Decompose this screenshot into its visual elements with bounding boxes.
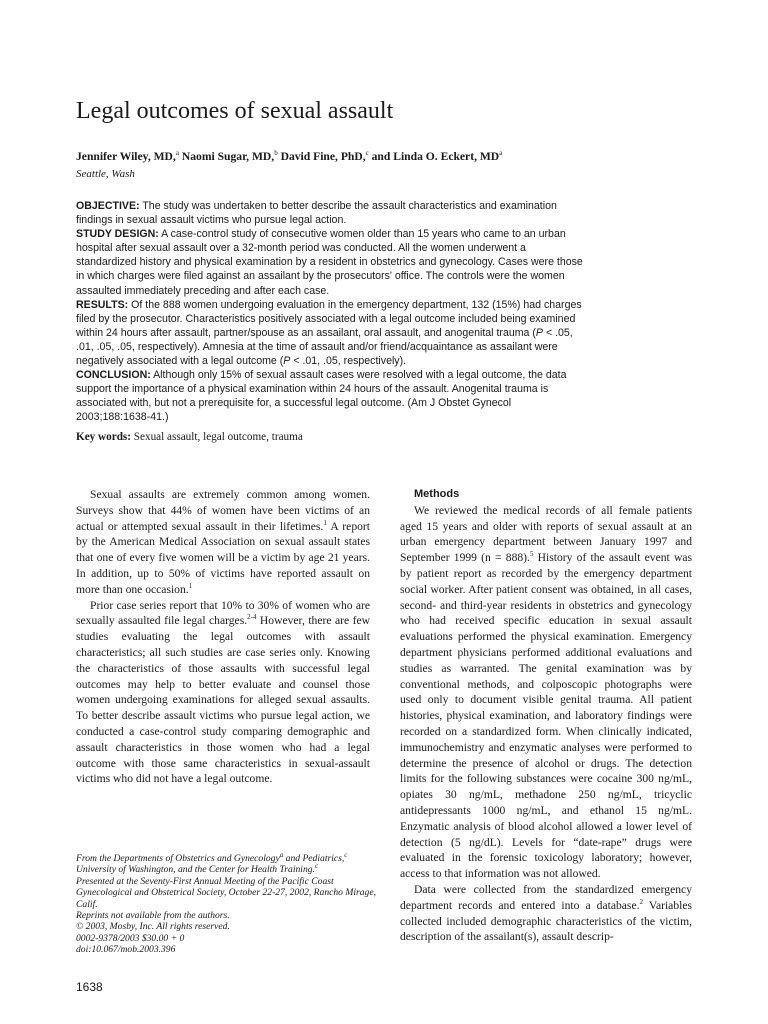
citation-ref: 1 [323, 518, 327, 527]
abstract-results-label: RESULTS: [76, 298, 129, 311]
author-name: David Fine, PhD, [277, 150, 366, 163]
citation-ref: 5 [529, 550, 534, 559]
footnote-text: and Pediatrics, [283, 853, 345, 864]
author-name: Jennifer Wiley, MD, [76, 150, 176, 163]
article-footnotes [76, 850, 377, 956]
affiliation-mark: c [314, 862, 319, 871]
body-paragraph [76, 598, 370, 788]
abstract-study-design-label: STUDY DESIGN: [76, 228, 159, 241]
citation-ref: 2 [639, 897, 643, 906]
body-paragraph [400, 503, 692, 882]
abstract-results [76, 298, 584, 368]
body-text: Prior case series report that 10% to 30% of women who are sexually assaulted file legal charges. [76, 598, 370, 628]
author-affiliation-mark: c [365, 149, 369, 158]
body-text: Variables collected included demographic characteristics of the victim, description of the assailant(s), assault descrip- [400, 898, 692, 944]
author-affiliation-mark: a [499, 149, 503, 158]
abstract-conclusion-text: Although only 15% of sexual assault cases were resolved with a legal outcome, the data support the importance of a physical examination within 24 hours of the assault. Anogenital trauma is associated with, but not a prerequisite for, a successful legal outcome. (Am J Obstet Gynecol 2003;188:1638-41.) [76, 369, 567, 424]
footnote-text: From the Departments of Obstetrics and Gynecology [76, 853, 280, 864]
footnote-affiliations [76, 850, 376, 876]
body-column-right [400, 487, 692, 945]
article-title: Legal outcomes of sexual assault [76, 98, 394, 124]
footnote-issn: 0002-9378/2003 $30.00 + 0 [76, 932, 185, 944]
footnote-reprints: Reprints not available from the authors. [76, 910, 230, 922]
body-text: Sexual assaults are extremely common among women. Surveys show that 44% of women have been victims of an actual or attempted sexual assault in their lifetimes. [76, 488, 370, 533]
body-paragraph [400, 882, 692, 945]
abstract-study-design-text: A case-control study of consecutive women older than 15 years who came to an urban hospital after sexual assault over a 32-month period was conducted. All the women underwent a standardized history and physical examination by a resident in obstetrics and gynecology. Cases were those in which charges were filed against an assailant by the prosecutors' office. The controls were the women assaulted immediately preceding and after each case. [76, 228, 583, 297]
author-location: Seattle, Wash [76, 168, 135, 180]
abstract-conclusion-label: CONCLUSION: [76, 369, 151, 382]
affiliation-mark: c [344, 850, 348, 859]
footnote-text: University of Washington, and the Center for Health Training. [76, 864, 315, 876]
body-text: However, there are few studies evaluating the legal outcomes with assault characteristics; all such studies are case series only. Knowing the characteristics of those assaults with successful legal outcomes may help to better evaluate and counsel those women undergoing examinations for alleged sexual assaults. To better describe assault victims who pursue legal action, we conducted a case-control study comparing demographic and assault characteristics in those women who had a legal outcome with those same characteristics in sexual-assault victims who did not have a legal outcome. [76, 614, 370, 786]
keywords [76, 431, 676, 443]
body-text: History of the assault event was by patient report as recorded by the emergency department social worker. After patient consent was obtained, in all cases, second- and third-year residents in obstetrics and gynecology who had received specific education in sexual assault evaluations performed the physical examination. Emergency department physicians performed additional evaluations and studies as warranted. The genital examination was by conventional methods, and colposcopic photographs were used only to document visible genital trauma. All patient histories, physical examination, and laboratory findings were recorded on a standardized form. When clinically indicated, immunochemistry and enzymatic analyses were performed to determine the presence of alcohol or drugs. The detection limits for the following substances were cocaine 300 ng/mL, opiates 30 ng/mL, methadone 250 ng/mL, tricyclic antidepressants 1000 ng/mL, and ethanol 15 ng/mL. Enzymatic analysis of blood alcohol allowed a lower level of detection (5 ng/dL). Levels for “date-rape” drugs were evaluated in the forensic toxicology laboratory; however, access to that information was not allowed. [400, 551, 692, 881]
keywords-text: Sexual assault, legal outcome, trauma [131, 431, 303, 443]
citation-ref: 2-4 [247, 613, 257, 622]
footnote-presented: Presented at the Seventy-First Annual Meeting of the Pacific Coast Gynecological and Obstetrical Society, October 22-27, 2002, Rancho Mirage, Calif. [76, 875, 377, 910]
abstract-results-text: < .05, .01, .05, .05, respectively). Amnesia at the time of assault and/or friend/acquaintance as assailant were negatively associated with a legal outcome ( [76, 326, 573, 368]
author-affiliation-mark: b [274, 149, 278, 158]
keywords-label: Key words: [76, 431, 131, 443]
body-paragraph [76, 487, 370, 598]
body-column-left [76, 487, 370, 787]
abstract-objective-text: The study was undertaken to better describe the assault characteristics and examination findings in sexual assault victims who pursue legal action. [76, 200, 557, 227]
body-text: Data were collected from the standardized emergency department records and entered into a database. [400, 882, 692, 912]
section-heading-methods: Methods [414, 488, 460, 500]
footnote-doi: doi:10.067/mob.2003.396 [76, 944, 176, 956]
body-text: A report by the American Medical Association on sexual assault states that one of every five women will be a victim by age 21 years. In addition, up to 50% of victims have reported assault on more than one occasion. [76, 519, 370, 596]
abstract [76, 199, 584, 425]
citation-ref: 1 [188, 581, 193, 590]
abstract-study-design [76, 227, 584, 297]
page-number: 1638 [76, 980, 103, 994]
abstract-objective-label: OBJECTIVE: [76, 200, 140, 212]
abstract-results-text: Of the 888 women undergoing evaluation in the emergency department, 132 (15%) had charges filed by the prosecutor. Characteristics positively associated with a legal outcome included being examined within 24 hours after assault, partner/spouse as an assailant, oral assault, and anogenital trauma ( [76, 298, 582, 339]
abstract-conclusion [76, 368, 584, 424]
affiliation-mark: a [279, 850, 284, 859]
author-affiliation-mark: a [175, 149, 179, 158]
p-value-symbol: P [535, 326, 543, 339]
p-value-symbol: P [283, 355, 291, 368]
body-text: We reviewed the medical records of all female patients aged 15 years and older with reports of sexual assault at an urban emergency department between January 1997 and September 1999 (n = 888). [400, 503, 692, 565]
author-name: and Linda O. Eckert, MD [368, 150, 500, 163]
author-name: Naomi Sugar, MD, [178, 150, 275, 163]
abstract-objective [76, 199, 584, 227]
abstract-results-text: < .01, .05, respectively). [290, 355, 407, 368]
author-list [76, 150, 696, 163]
footnote-copyright: © 2003, Mosby, Inc. All rights reserved. [76, 921, 230, 933]
